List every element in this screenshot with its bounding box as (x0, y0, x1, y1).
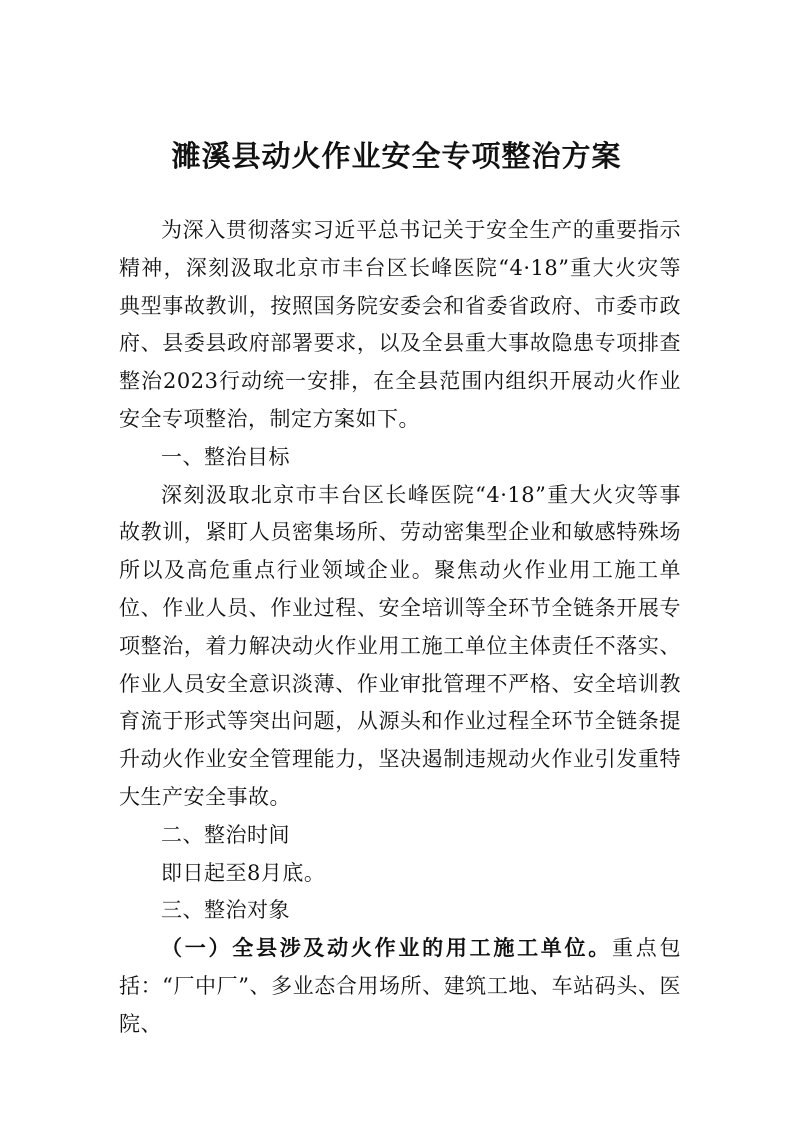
section-3-paragraph (119, 930, 681, 1043)
section-2-heading: 二、整治时间 (161, 822, 290, 847)
section-3-subheading: （一）全县涉及动火作业的用工施工单位。 (161, 936, 613, 961)
document-body (119, 212, 681, 1044)
section-3-sub-text: 重点包括：“厂中厂”、多业态合用场所、建筑工地、车站码头、医院、 (119, 936, 682, 1036)
section-1-heading: 一、整治目标 (161, 444, 290, 469)
section-3-heading: 三、整治对象 (161, 898, 290, 923)
section-2-paragraph: 即日起至8月底。 (161, 860, 326, 885)
document-title: 濉溪县动火作业安全专项整治方案 (171, 139, 622, 173)
intro-paragraph: 为深入贯彻落实习近平总书记关于安全生产的重要指示精神，深刻汲取北京市丰台区长峰医院“4·18”重大火灾等典型事故教训，按照国务院安委会和省委省政府、市委市政府、县委县政府部署要求，以及全县重大事故隐患专项排查整治2023行动统一安排，在全县范围内组织开展动火作业安全专项整治，制定方案如下。 (119, 218, 681, 431)
section-1-paragraph: 深刻汲取北京市丰台区长峰医院“4·18”重大火灾等事故教训，紧盯人员密集场所、劳动密集型企业和敏感特殊场所以及高危重点行业领域企业。聚焦动火作业用工施工单位、作业人员、作业过程、安全培训等全环节全链条开展专项整治，着力解决动火作业用工施工单位主体责任不落实、作业人员安全意识淡薄、作业审批管理不严格、安全培训教育流于形式等突出问题，从源头和作业过程全环节全链条提升动火作业安全管理能力，坚决遏制违规动火作业引发重特大生产安全事故。 (119, 482, 681, 809)
